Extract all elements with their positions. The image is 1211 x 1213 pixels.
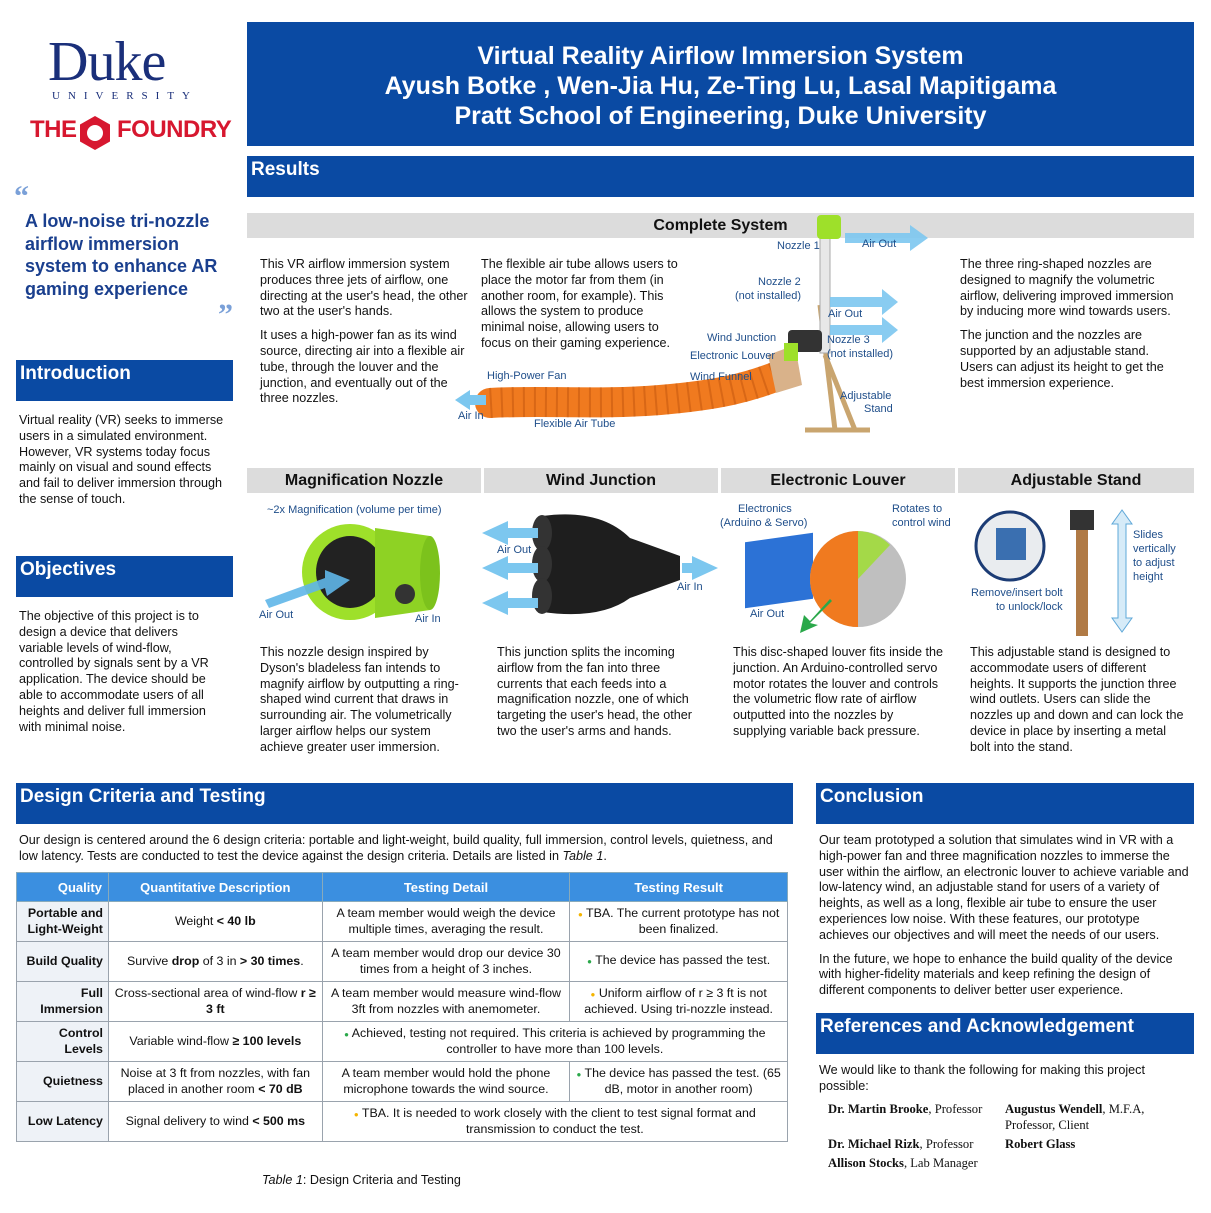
adjustable-stand-label: Adjustable <box>840 390 892 402</box>
table-row: Low Latency Signal delivery to wind < 500 ms ● TBA. It is needed to work closely with the client to test signal format and transmission to conduct the test. <box>17 1102 788 1142</box>
rotates-label: Rotates to <box>892 503 943 515</box>
electronics-label: Electronics <box>738 503 792 515</box>
adjustable-stand-label: Stand <box>864 403 893 415</box>
conclusion-header: Conclusion <box>816 783 1194 824</box>
status-dot-icon: ● <box>353 1109 359 1119</box>
poster-affiliation: Pratt School of Engineering, Duke University <box>454 102 987 130</box>
slides-label: Slides <box>1133 529 1163 541</box>
up-down-arrow-icon <box>1112 510 1132 632</box>
ack-person: Robert Glass <box>1005 1137 1076 1151</box>
electronics-sub-label: (Arduino & Servo) <box>720 517 808 529</box>
complete-system-col1: This VR airflow immersion system produces three jets of airflow, one directing at the user's head, the other two at the user's hands. It uses a high-power fan as its wind source, directing air into a flexible air tube, through the louver and the junction, and eventually out of the three nozzles. <box>260 257 468 406</box>
stand-body: This adjustable stand is designed to accommodate users of different heights. It supports the junction three wind outlets. Users can slide the nozzles up and down and can lock the device in place by inserting a metal bolt into the stand. <box>970 645 1184 754</box>
junction-body: This junction splits the incoming airflow from the fan into three currents that each feeds into a magnification nozzle, one of which targeting the user's head, the other two the user's arms and hands. <box>497 645 692 738</box>
design-intro: Our design is centered around the 6 design criteria: portable and light-weight, build quality, full immersion, control levels, quietness, and low latency. Tests are conducted to test the device against the design criteria. Details are listed in Table 1. <box>19 833 773 863</box>
references-intro: We would like to thank the following for making this project possible: <box>819 1063 1145 1093</box>
slides-label-3: to adjust <box>1133 557 1175 569</box>
electronic-louver-header: Electronic Louver <box>721 468 955 493</box>
introduction-header: Introduction <box>16 360 233 401</box>
foundry-logo: THE FOUNDRY <box>30 114 220 150</box>
table-row: Build Quality Survive drop of 3 in > 30 times. A team member would drop our device 30 times from a height of 3 inches. ● The device has passed the test. <box>17 942 788 982</box>
design-criteria-header: Design Criteria and Testing <box>16 783 793 824</box>
magnification-body: This nozzle design inspired by Dyson's bladeless fan intends to magnify airflow by outputting a ring-shaped wind current that draws in surrounding air. The volumetrically larger airflow helps our system achieve greater user immersion. <box>260 645 459 754</box>
status-dot-icon: ● <box>587 957 592 967</box>
junction-air-in-label: Air In <box>677 581 703 593</box>
status-dot-icon: ● <box>576 1069 582 1079</box>
objectives-header: Objectives <box>16 556 233 597</box>
title-banner <box>247 22 1194 146</box>
quote-open-icon: “ <box>14 180 29 213</box>
poster-title: Virtual Reality Airflow Immersion System <box>477 42 964 70</box>
nozzle-3-sub-label: (not installed) <box>827 348 894 360</box>
slides-label-2: vertically <box>1133 543 1176 555</box>
air-in-label: Air In <box>458 410 484 422</box>
table-row: Portable and Light-Weight Weight < 40 lb A team member would weigh the device multiple times, averaging the result. ● TBA. The current prototype has not been finalized. <box>17 902 788 942</box>
ack-person: Allison Stocks, Lab Manager <box>828 1156 978 1170</box>
table-row: Quietness Noise at 3 ft from nozzles, with fan placed in another room < 70 dB A team member would hold the phone microphone towards the wind source. ● The device has passed the test. (65 dB, motor in another room) <box>17 1062 788 1102</box>
bolt-label-2: to unlock/lock <box>996 601 1063 613</box>
magnification-air-in-label: Air In <box>415 613 441 625</box>
bolt-label: Remove/insert bolt <box>971 587 1063 599</box>
adjustable-stand-illustration <box>972 506 1147 636</box>
nozzle-2-label: Nozzle 2 <box>758 276 801 288</box>
slides-label-4: height <box>1133 571 1163 583</box>
flexible-air-tube-label: Flexible Air Tube <box>534 418 616 430</box>
complete-system-col3: The three ring-shaped nozzles are designed to magnify the volumetric airflow, delivering improved immersion by inducing more wind towards users. The junction and the nozzles are supported by an adjustable stand. Users can adjust its height to get the best immersion experience. <box>960 257 1174 390</box>
nozzle-1-shape <box>817 215 841 239</box>
wind-junction-illustration <box>480 508 720 620</box>
ack-person: Augustus Wendell, M.F.A, <box>1005 1102 1145 1116</box>
table-row: Control Levels Variable wind-flow ≥ 100 levels ● Achieved, testing not required. This criteria is achieved by programming the controller to have more than 100 levels. <box>17 1022 788 1062</box>
tagline: A low-noise tri-nozzle airflow immersion system to enhance AR gaming experience <box>25 211 218 299</box>
air-out-label: Air Out <box>828 308 863 320</box>
quote-close-icon: ” <box>218 298 233 331</box>
high-power-fan-label: High-Power Fan <box>487 370 567 382</box>
air-out-label: Air Out <box>862 238 897 250</box>
junction-air-out-label: Air Out <box>497 544 532 556</box>
nozzle-3-label: Nozzle 3 <box>827 334 870 346</box>
table-header: Quantitative Description <box>108 873 322 902</box>
table-row: Full Immersion Cross-sectional area of wind-flow r ≥ 3 ft A team member would measure wind-flow 3ft from nozzles with anemometer. ● Uniform airflow of r ≥ 3 ft is not achieved. Using tri-nozzle instead. <box>17 982 788 1022</box>
hexagon-icon <box>76 114 114 152</box>
objectives-body: The objective of this project is to design a device that delivers variable levels of wind-flow, controlled by signals sent by a VR application. The device should be able to accommodate users of all heights and deliver full immersion with minimal noise. <box>19 609 209 734</box>
electronic-louver-label: Electronic Louver <box>690 350 775 362</box>
status-dot-icon: ● <box>577 909 583 919</box>
complete-system-col2: The flexible air tube allows users to place the motor far from them (in another room, for example). This allows the system to produce minimal noise, allowing users to focus on their gaming experience. <box>481 257 678 350</box>
complete-system-header: Complete System <box>247 213 1194 238</box>
duke-logo: Duke UNIVERSITY <box>48 31 198 102</box>
conclusion-body: Our team prototyped a solution that simulates wind in VR with a high-power fan and three magnification nozzles to immerse the user within the airflow, an electronic louver to achieve variable and low-latency wind, an adjustable stand for users of a variety of heights, as well as a long, flexible air tube to ensure the user experiences low noise. With these features, our prototype achieves our objectives and will meet the needs of our users. In the future, we hope to enhance the build quality of the device with higher-fidelity materials and keep refining the design of different components to deliver better user experience. <box>819 833 1189 998</box>
magnification-label: ~2x Magnification (volume per time) <box>267 504 442 516</box>
references-header: References and Acknowledgement <box>816 1013 1194 1054</box>
table-caption: Table 1: Design Criteria and Testing <box>262 1173 461 1187</box>
wind-junction-label: Wind Junction <box>707 332 777 344</box>
louver-body: This disc-shaped louver fits inside the junction. An Arduino-controlled servo motor rotates the louver and controls the volumetric flow rate of airflow outputted into the nozzles by supplying variable back pressure. <box>733 645 943 738</box>
magnification-nozzle-header: Magnification Nozzle <box>247 468 481 493</box>
ack-person: Professor, Client <box>1005 1118 1090 1132</box>
table-header: Quality <box>17 873 109 902</box>
rotates-sub-label: control wind <box>892 517 951 529</box>
table-header: Testing Detail <box>322 873 570 902</box>
design-criteria-table <box>16 872 788 1142</box>
louver-air-out-label: Air Out <box>750 608 785 620</box>
wind-junction-header: Wind Junction <box>484 468 718 493</box>
table-header: Testing Result <box>570 873 788 902</box>
magnification-air-out-label: Air Out <box>259 609 294 621</box>
status-dot-icon: ● <box>590 989 596 999</box>
nozzle-2-sub-label: (not installed) <box>735 290 802 302</box>
nozzle-1-label: Nozzle 1 <box>777 240 820 252</box>
ack-person: Dr. Michael Rizk, Professor <box>828 1137 974 1151</box>
ack-person: Dr. Martin Brooke, Professor <box>828 1102 983 1116</box>
introduction-body: Virtual reality (VR) seeks to immerse users in a simulated environment. However, VR systems today focus mainly on visual and sound effects and fail to deliver immersion through the sense of touch. <box>19 413 224 506</box>
status-dot-icon: ● <box>344 1029 350 1039</box>
results-header: Results <box>247 156 1194 197</box>
adjustable-stand-header: Adjustable Stand <box>958 468 1194 493</box>
wind-funnel-label: Wind Funnel <box>690 371 752 383</box>
poster-authors: Ayush Botke , Wen-Jia Hu, Ze-Ting Lu, Lasal Mapitigama <box>384 72 1057 100</box>
